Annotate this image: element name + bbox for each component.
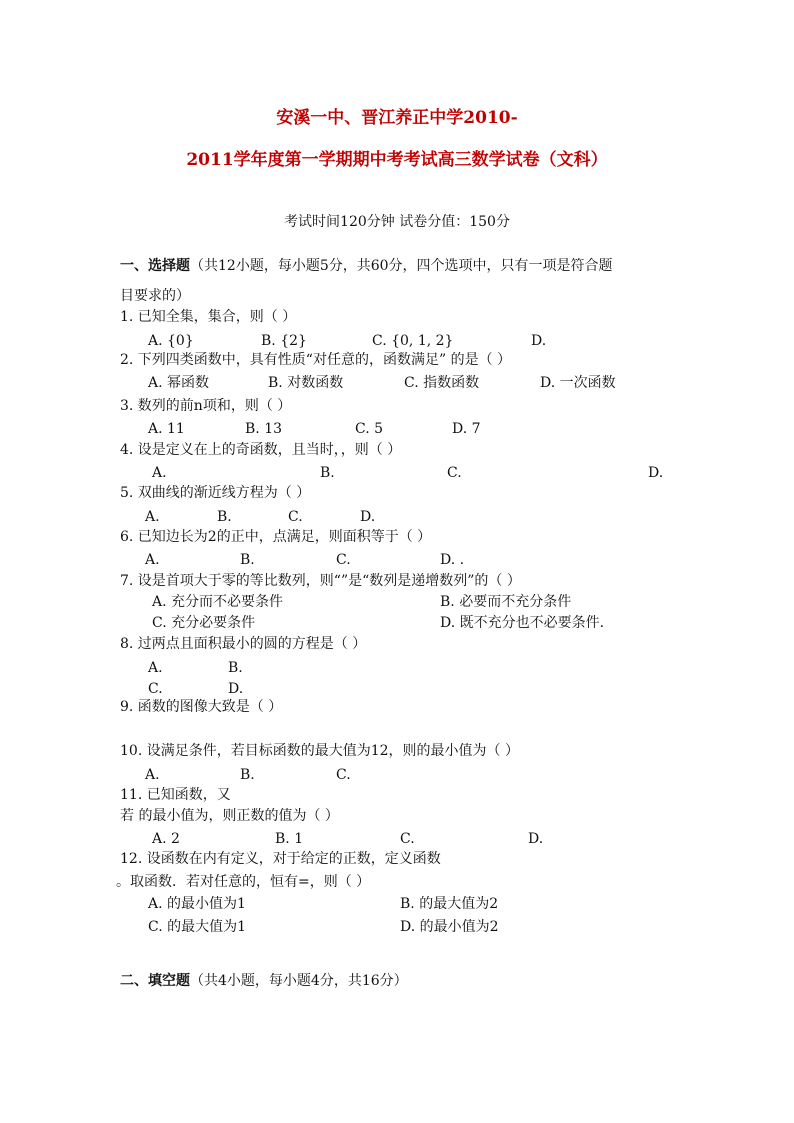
q11-option-b: B. 1	[275, 831, 304, 847]
q6-option-b: B.	[240, 552, 255, 568]
section2-heading: 二、填空题	[120, 973, 190, 989]
q7-option-b: B. 必要而不充分条件	[440, 594, 572, 610]
question-12: 12. 设函数在内有定义，对于给定的正数，定义函数	[120, 851, 441, 867]
section1-heading: 一、选择题	[120, 258, 190, 274]
exam-title-line2: 2011学年度第一学期期中考考试高三数学试卷（文科）	[186, 150, 608, 170]
section1-desc: （共12小题，每小题5分，共60分，四个选项中，只有一项是符合题	[190, 258, 613, 274]
question-2: 2. 下列四类函数中，具有性质“对任意的，函数满足” 的是（ ）	[120, 352, 512, 368]
q11-option-d: D.	[528, 831, 544, 847]
q8-option-a: A.	[148, 660, 163, 676]
question-11: 11. 已知函数，又	[120, 787, 231, 803]
q4-option-d: D.	[648, 465, 664, 481]
q10-option-b: B.	[240, 767, 255, 783]
q6-option-c: C.	[336, 552, 351, 568]
q12-option-c: C. 的最大值为1	[148, 919, 247, 935]
q12-option-b: B. 的最大值为2	[400, 896, 499, 912]
q7-option-d: D. 既不充分也不必要条件.	[440, 615, 605, 631]
q4-option-a: A.	[152, 465, 167, 481]
q8-option-b: B.	[228, 660, 243, 676]
question-1: 1. 已知全集，集合，则（ ）	[120, 309, 297, 325]
q2-option-a: A. 幂函数	[148, 375, 210, 391]
q11-option-c: C.	[400, 831, 415, 847]
q12-option-d: D. 的最小值为2	[400, 919, 499, 935]
q12-option-a: A. 的最小值为1	[148, 896, 246, 912]
question-9: 9. 函数的图像大致是（ ）	[120, 699, 283, 715]
q3-option-b: B. 13	[245, 421, 283, 437]
q10-option-c: C.	[336, 767, 351, 783]
question-5: 5. 双曲线的渐近线方程为（ ）	[120, 485, 311, 501]
q11-option-a: A. 2	[152, 831, 180, 847]
q1-option-d: D.	[531, 333, 547, 349]
q1-option-c: C. {0, 1, 2}	[372, 333, 454, 349]
section1-header	[120, 256, 613, 276]
question-7: 7. 设是首项大于零的等比数列，则“”是“数列是递增数列”的（ ）	[120, 573, 521, 589]
question-6: 6. 已知边长为2的正中，点满足，则面积等于（ ）	[120, 529, 432, 545]
q3-option-d: D. 7	[452, 421, 481, 437]
q10-option-a: A.	[145, 767, 160, 783]
section1-desc-cont: 目要求的）	[120, 288, 190, 304]
question-12-cont: 。取函数．若对任意的，恒有=，则（ ）	[116, 874, 371, 890]
q2-option-c: C. 指数函数	[404, 375, 480, 391]
q5-option-d: D.	[360, 509, 376, 525]
exam-info: 考试时间120分钟 试卷分值：150分	[284, 214, 510, 230]
q3-option-a: A. 11	[148, 421, 185, 437]
section2-header	[120, 971, 408, 991]
question-11-cont: 若 的最小值为，则正数的值为（ ）	[120, 808, 339, 824]
question-4: 4. 设是定义在上的奇函数，且当时，，则（ ）	[120, 442, 402, 458]
q1-option-b: B. {2}	[261, 333, 307, 349]
q2-option-d: D. 一次函数	[540, 375, 616, 391]
q6-option-a: A.	[145, 552, 160, 568]
q5-option-c: C.	[288, 509, 303, 525]
q5-option-b: B.	[217, 509, 232, 525]
question-10: 10. 设满足条件，若目标函数的最大值为12，则的最小值为（ ）	[120, 743, 519, 759]
exam-title-line1: 安溪一中、晋江养正中学2010-	[276, 108, 518, 128]
question-8: 8. 过两点且面积最小的圆的方程是（ ）	[120, 636, 367, 652]
q8-option-c: C.	[148, 681, 163, 697]
q8-option-d: D.	[228, 681, 244, 697]
section2-desc: （共4小题，每小题4分，共16分）	[190, 973, 408, 989]
q1-option-a: A. {0}	[148, 333, 194, 349]
q6-option-d: D. .	[440, 552, 465, 568]
q4-option-b: B.	[320, 465, 335, 481]
q2-option-b: B. 对数函数	[268, 375, 344, 391]
q4-option-c: C.	[447, 465, 462, 481]
q3-option-c: C. 5	[355, 421, 384, 437]
q5-option-a: A.	[145, 509, 160, 525]
q7-option-a: A. 充分而不必要条件	[152, 594, 284, 610]
question-3: 3. 数列的前n项和，则（ ）	[120, 398, 292, 414]
q7-option-c: C. 充分必要条件	[152, 615, 256, 631]
